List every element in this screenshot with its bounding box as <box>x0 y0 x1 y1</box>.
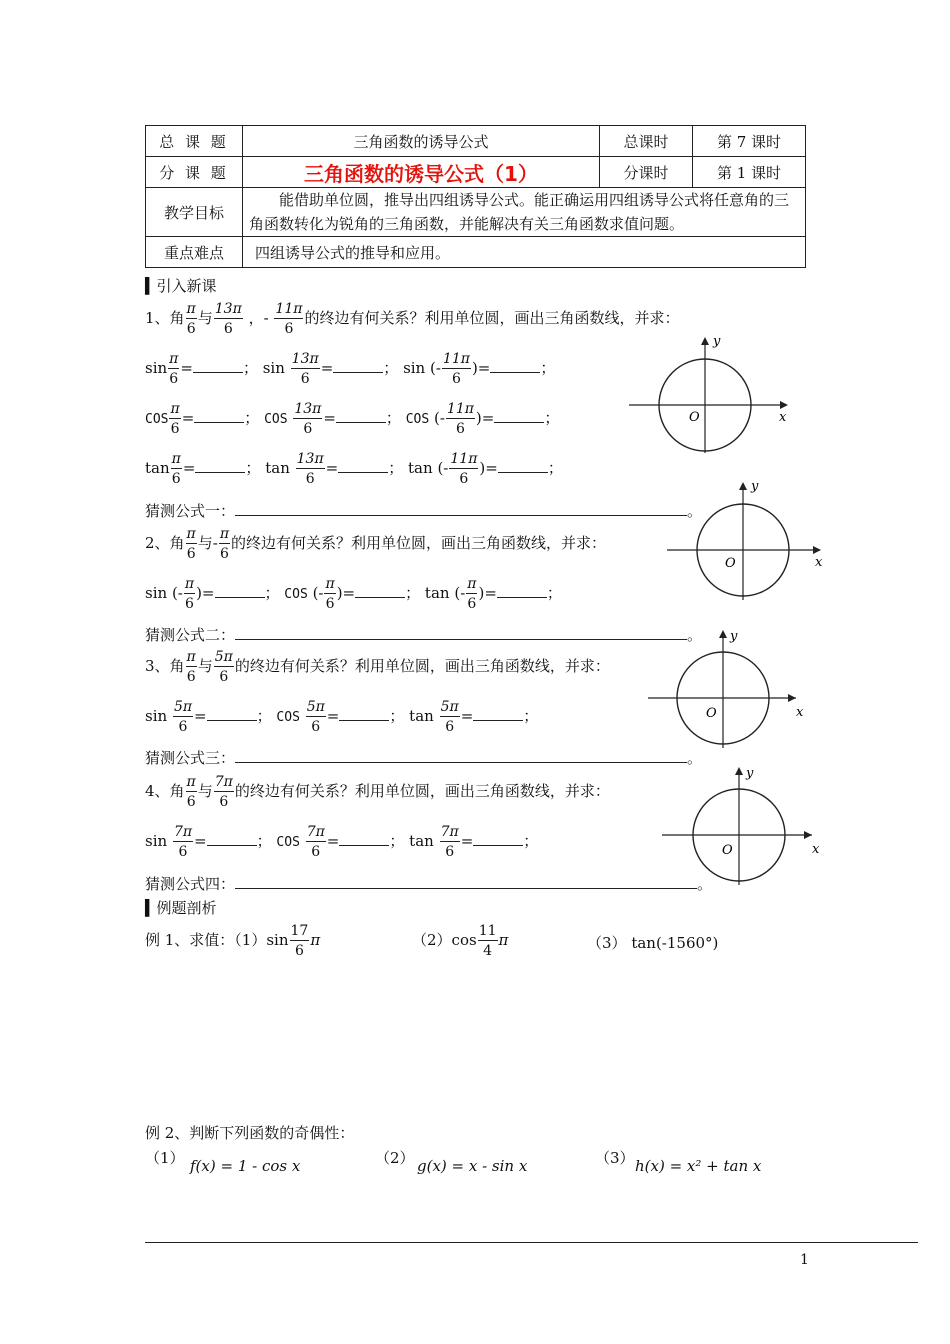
intro-section-text: 引入新课 <box>156 277 217 295</box>
footer-rule <box>145 1242 918 1243</box>
q1-row-tan: tan $\frac{\pi}{6}$ = ； tan $\frac{13\pi}{6}$ = ； tan (- $\frac{11\pi}{6}$ )= ； <box>145 451 563 487</box>
total-hours-value: 第 7 课时 <box>693 126 806 157</box>
answer-blank[interactable] <box>473 845 523 846</box>
example-2-item-2: （2） <box>375 1149 415 1167</box>
x-axis-label: x <box>812 842 820 857</box>
guess-3-blank[interactable] <box>235 762 687 763</box>
y-axis-label: y <box>746 766 754 781</box>
total-topic-label: 总 课 题 <box>146 126 243 157</box>
header-row-total-topic <box>146 126 806 157</box>
answer-blank[interactable] <box>207 720 257 721</box>
answer-blank[interactable] <box>336 422 386 423</box>
guess-formula-1: 猜测公式一： 。 <box>145 502 703 520</box>
unit-circle-diagram-2 <box>665 480 830 605</box>
answer-blank[interactable] <box>498 472 548 473</box>
total-topic-value: 三角函数的诱导公式 <box>243 126 600 157</box>
sub-topic-title: 三角函数的诱导公式（1） <box>304 161 538 186</box>
page-number: 1 <box>800 1252 809 1268</box>
example-1-part-2: （2）cos $\frac{11}{4}$ π <box>412 923 509 959</box>
answer-blank[interactable] <box>497 597 547 598</box>
question-1: 1、角 $\frac{\pi}{6}$ 与 $\frac{13\pi}{6}$ ，- $\frac{11\pi}{6}$ 的终边有何关系？利用单位圆，画出三角函数线，并求： <box>145 301 680 337</box>
lesson-header-table <box>145 125 806 268</box>
key-points-text: 四组诱导公式的推导和应用。 <box>243 237 806 268</box>
answer-blank[interactable] <box>473 720 523 721</box>
q1-frac-b: $\frac{13\pi}{6}$ <box>214 301 242 337</box>
q3-row: sin $\frac{5\pi}{6}$ = ； COS $\frac{5\pi}{6}$ = ； tan $\frac{5\pi}{6}$ = ； <box>145 699 539 735</box>
sub-topic-label: 分 课 题 <box>146 157 243 188</box>
q1-row-cos: COS $\frac{\pi}{6}$ = ； COS $\frac{13\pi}{6}$ = ； COS (- $\frac{11\pi}{6}$ )= ； <box>145 401 560 437</box>
y-axis-label: y <box>730 629 738 644</box>
example-2: 例 2、判断下列函数的奇偶性： <box>145 1124 355 1142</box>
guess-formula-2: 猜测公式二： 。 <box>145 626 703 644</box>
q1-prefix: 1、角 <box>145 309 185 327</box>
guess-formula-3: 猜测公式三： 。 <box>145 749 703 767</box>
q1-row-sin: sin $\frac{\pi}{6}$ = ； sin $\frac{13\pi}{6}$ = ； sin (- $\frac{11\pi}{6}$ )= ； <box>145 351 556 387</box>
guess-1-blank[interactable] <box>235 515 687 516</box>
sub-hours-value: 第 1 课时 <box>693 157 806 188</box>
answer-blank[interactable] <box>355 597 405 598</box>
example-2-item-3: （3） <box>595 1149 635 1167</box>
examples-section-title: ▍例题剖析 <box>145 899 217 917</box>
answer-blank[interactable] <box>215 597 265 598</box>
guess-2-blank[interactable] <box>235 639 687 640</box>
goals-text: 能借助单位圆，推导出四组诱导公式。能正确运用四组诱导公式将任意角的三角函数转化为锐角的三角函数，并能解决有关三角函数求值问题。 <box>243 188 806 237</box>
example-2-expr-3: h(x) = x² + tan x <box>635 1157 762 1175</box>
example-1: 例 1、求值：（1）sin $\frac{17}{6}$ π <box>145 923 321 959</box>
goals-label: 教学目标 <box>146 188 243 237</box>
x-axis-label: x <box>815 555 823 570</box>
question-4: 4、角 $\frac{\pi}{6}$ 与 $\frac{7\pi}{6}$ 的终边有何关系？利用单位圆，画出三角函数线，并求： <box>145 774 610 810</box>
answer-blank[interactable] <box>339 845 389 846</box>
header-row-key-points <box>146 237 806 268</box>
question-2: 2、角 $\frac{\pi}{6}$ 与- $\frac{\pi}{6}$ 的终边有何关系？利用单位圆，画出三角函数线，并求： <box>145 526 607 562</box>
q1-frac-c: $\frac{11\pi}{6}$ <box>275 301 303 337</box>
example-2-expr-2: g(x) = x - sin x <box>417 1157 528 1175</box>
y-axis-label: y <box>751 479 759 494</box>
header-row-goals <box>146 188 806 237</box>
answer-blank[interactable] <box>194 422 244 423</box>
q1-tail: 的终边有何关系？利用单位圆，画出三角函数线，并求： <box>304 309 680 327</box>
y-axis-label: y <box>713 334 721 349</box>
x-axis-label: x <box>796 705 804 720</box>
total-hours-label: 总课时 <box>600 126 693 157</box>
answer-blank[interactable] <box>207 845 257 846</box>
q2-row: sin (- $\frac{\pi}{6}$ )= ； COS (- $\frac{\pi}{6}$ )= ； tan (- $\frac{\pi}{6}$ )= ； <box>145 576 562 612</box>
answer-blank[interactable] <box>193 372 243 373</box>
answer-blank[interactable] <box>494 422 544 423</box>
example-2-expr-1: f(x) = 1 - cos x <box>190 1157 301 1175</box>
examples-section-text: 例题剖析 <box>156 899 217 917</box>
origin-label: O <box>722 843 733 858</box>
intro-section-title: ▍引入新课 <box>145 277 217 295</box>
example-2-item-1: （1） <box>145 1149 185 1167</box>
unit-circle-diagram-3 <box>648 628 813 753</box>
q4-row: sin $\frac{7\pi}{6}$ = ； COS $\frac{7\pi}{6}$ = ； tan $\frac{7\pi}{6}$ = ； <box>145 824 539 860</box>
q1-frac-a: $\frac{\pi}{6}$ <box>186 301 196 337</box>
unit-circle-diagram-4 <box>660 765 825 890</box>
question-3: 3、角 $\frac{\pi}{6}$ 与 $\frac{5\pi}{6}$ 的终边有何关系？利用单位圆，画出三角函数线，并求： <box>145 649 610 685</box>
x-axis-label: x <box>779 410 787 425</box>
sub-hours-label: 分课时 <box>600 157 693 188</box>
answer-blank[interactable] <box>490 372 540 373</box>
answer-blank[interactable] <box>195 472 245 473</box>
origin-label: O <box>706 706 717 721</box>
unit-circle-diagram-1 <box>625 335 790 455</box>
example-1-part-3: （3） tan(-1560°) <box>587 934 719 952</box>
key-points-label: 重点难点 <box>146 237 243 268</box>
origin-label: O <box>725 556 736 571</box>
origin-label: O <box>689 410 700 425</box>
guess-formula-4: 猜测公式四： 。 <box>145 875 713 893</box>
answer-blank[interactable] <box>339 720 389 721</box>
guess-4-blank[interactable] <box>235 888 697 889</box>
header-row-sub-topic <box>146 157 806 188</box>
answer-blank[interactable] <box>338 472 388 473</box>
answer-blank[interactable] <box>333 372 383 373</box>
